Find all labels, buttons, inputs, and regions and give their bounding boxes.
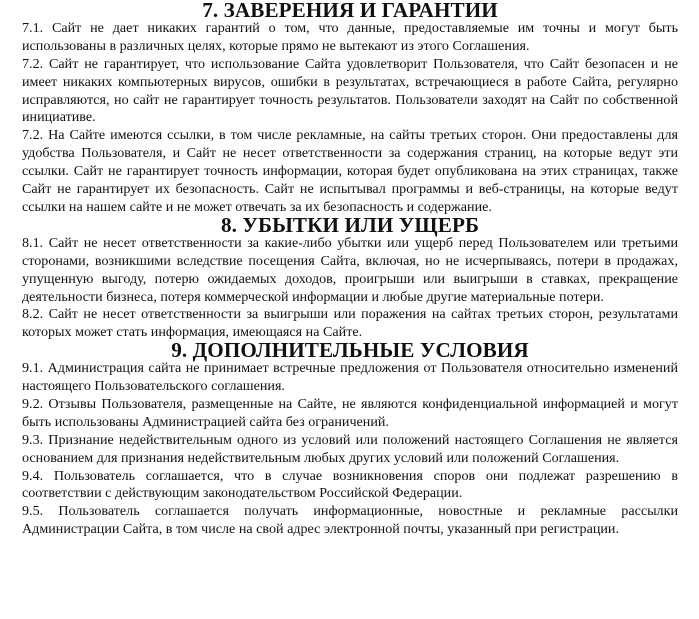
paragraph: 8.2. Сайт не несет ответственности за выигрыши или поражения на сайтах третьих сторон, результатами которых может стать информация, имеющаяся на Сайте. [22, 306, 678, 341]
paragraph: 9.2. Отзывы Пользователя, размещенные на Сайте, не являются конфиденциальной информацией и могут быть использованы Администрацией сайта без ограничений. [22, 395, 678, 430]
section-losses [22, 212, 678, 342]
paragraph: 7.1. Сайт не дает никаких гарантий о том, что данные, предоставляемые им точны и могут быть использованы в различных целях, которые прямо не вытекают из этого Соглашения. [22, 19, 678, 54]
section-warranties [22, 2, 678, 217]
section-heading: 8. УБЫТКИ ИЛИ УЩЕРБ [220, 212, 480, 237]
paragraph: 9.5. Пользователь соглашается получать информационные, новостные и рекламные рассылки Администрации Сайта, в том числе на свой адрес электронной почты, указанный при регистрации. [22, 503, 678, 538]
paragraph: 9.3. Признание недействительным одного из условий или положений настоящего Соглашения не является основанием для признания недействительным любых других условий или положений Соглашения. [22, 431, 678, 466]
paragraph: 9.4. Пользователь соглашается, что в случае возникновения споров они подлежат разрешению в соответствии с действующим законодательством Российской Федерации. [22, 467, 678, 502]
paragraph: 8.1. Сайт не несет ответственности за какие-либо убытки или ущерб перед Пользователем или третьими сторонами, возникшими вследствие посещения Сайта, включая, но не исчерпываясь, потери в продажах, упущенную выгоду, потерю ожидаемых доходов, проигрыши или выигрыши в ставках, прекращение деятельности бизнеса, потеря коммерческой информации и любые другие материальные потери. [22, 234, 678, 305]
paragraph: 9.1. Администрация сайта не принимает встречные предложения от Пользователя относительно изменений настоящего Пользовательского соглашения. [22, 360, 678, 395]
document-body [22, 2, 678, 539]
section-heading: 9. ДОПОЛНИТЕЛЬНЫЕ УСЛОВИЯ [171, 338, 529, 363]
paragraph: 7.2. На Сайте имеются ссылки, в том числе рекламные, на сайты третьих сторон. Они предоставлены для удобства Пользователя, и Сайт не несет ответственности за содержания страниц, на которые ведут эти ссылки. Сайт не гарантирует точность информации, которая будет опубликована на этих страницах, также Сайт не гарантирует их безопасность. Сайт не испытывал программы и веб-страницы, на которые ведут ссылки на нашем сайте и не может отвечать за их безопасность и содержание. [22, 127, 678, 215]
paragraph: 7.2. Сайт не гарантирует, что использование Сайта удовлетворит Пользователя, что Сайт безопасен и не имеет никаких компьютерных вирусов, ошибки в результатах, встречающиеся в работе Сайта, регулярно исправляются, но сайт не гарантирует точность результатов. Пользователи заходят на Сайт по собственной инициативе. [22, 55, 678, 126]
section-additional-terms [22, 338, 678, 539]
section-heading: 7. ЗАВЕРЕНИЯ И ГАРАНТИИ [202, 0, 498, 22]
